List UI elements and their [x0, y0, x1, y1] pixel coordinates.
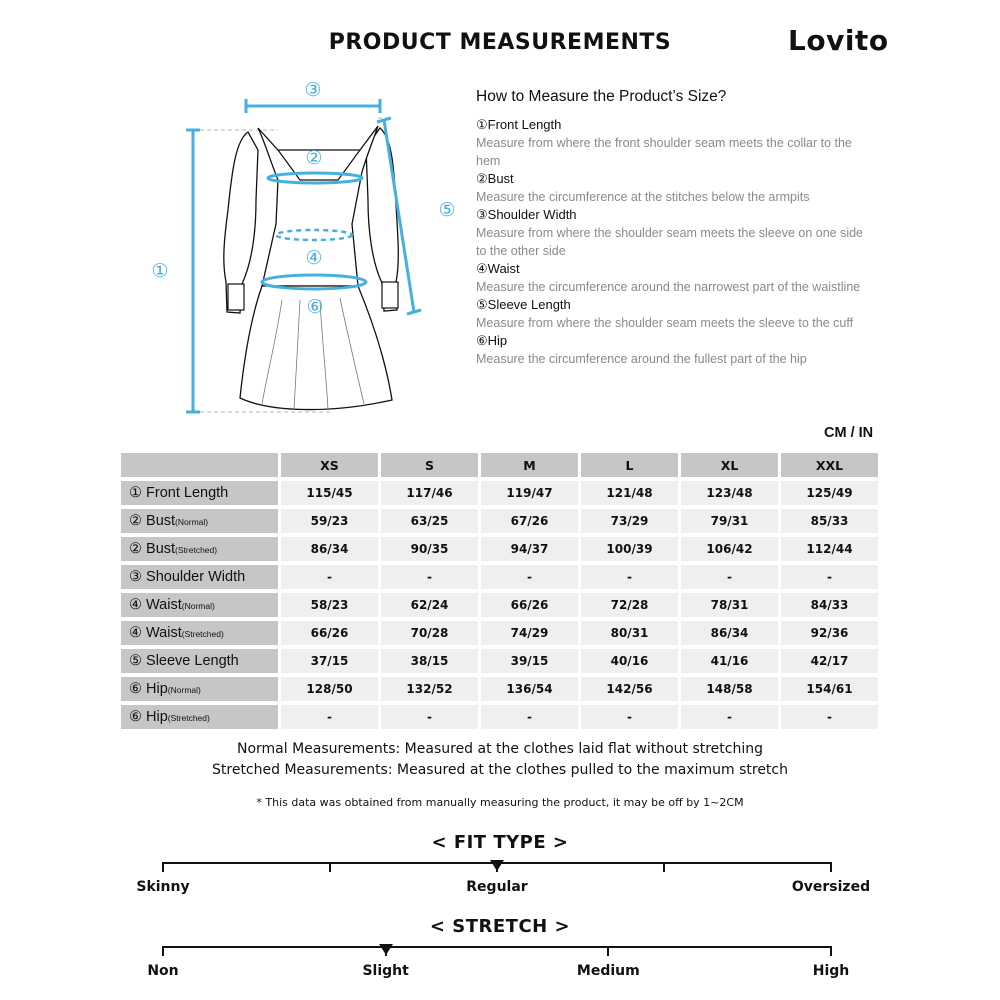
guide-item-desc: Measure the circumference around the fullest part of the hip [476, 352, 807, 366]
row-label-text: ⑤ Sleeve Length [129, 653, 239, 669]
table-cell: - [581, 705, 678, 729]
measure-guide [476, 88, 876, 368]
table-cell: 73/29 [581, 509, 678, 533]
row-label-tag: (Normal) [175, 517, 209, 527]
guide-item-desc: Measure the circumference at the stitches below the armpits [476, 190, 810, 204]
table-row [121, 677, 878, 701]
normal-note: Normal Measurements: Measured at the clothes laid flat without stretching [237, 741, 763, 757]
guide-heading: How to Measure the Product’s Size? [476, 88, 727, 105]
row-label-tag: (Normal) [167, 685, 201, 695]
row-label-tag: (Normal) [181, 601, 215, 611]
table-cell: 38/15 [381, 649, 478, 673]
table-cell: 92/36 [781, 621, 878, 645]
row-label [121, 705, 278, 729]
row-label-text: ① Front Length [129, 485, 229, 501]
marker-3: ③ [304, 79, 322, 101]
table-cell: 119/47 [481, 481, 578, 505]
table-corner [121, 453, 278, 477]
table-cell: - [281, 705, 378, 729]
row-label [121, 677, 278, 701]
table-cell: 128/50 [281, 677, 378, 701]
table-cell: 100/39 [581, 537, 678, 561]
row-label-text: ③ Shoulder Width [129, 569, 246, 585]
row-label [121, 649, 278, 673]
scale-tick [607, 946, 609, 956]
fit-type-title: < FIT TYPE > [431, 832, 569, 853]
size-header-xxl: XXL [781, 453, 878, 477]
table-row [121, 537, 878, 561]
table-cell: - [381, 705, 478, 729]
size-header-xs: XS [281, 453, 378, 477]
table-cell: 59/23 [281, 509, 378, 533]
table-cell: 40/16 [581, 649, 678, 673]
guide-item-title: ④Waist [476, 261, 520, 276]
table-cell: 79/31 [681, 509, 778, 533]
table-cell: 67/26 [481, 509, 578, 533]
table-cell: 112/44 [781, 537, 878, 561]
table-row [121, 621, 878, 645]
table-cell: 62/24 [381, 593, 478, 617]
scale-tick [830, 862, 832, 872]
guide-item-desc: Measure from where the shoulder seam meets the sleeve to the cuff [476, 316, 854, 330]
table-cell: 106/42 [681, 537, 778, 561]
row-label-tag: (Stretched) [175, 545, 218, 555]
table-cell: 117/46 [381, 481, 478, 505]
scale-label: High [812, 963, 850, 979]
row-label-text: ④ Waist [129, 625, 182, 641]
scale-label: Slight [362, 963, 409, 979]
table-cell: 94/37 [481, 537, 578, 561]
guide-item-desc: Measure the circumference around the narrowest part of the waistline [476, 280, 861, 294]
guide-item-desc: Measure from where the front shoulder seam meets the collar to the hem [476, 136, 852, 168]
table-cell: 78/31 [681, 593, 778, 617]
row-label [121, 509, 278, 533]
row-label [121, 481, 278, 505]
disclaimer-note: * This data was obtained from manually measuring the product, it may be off by 1~2CM [256, 796, 744, 809]
table-cell: 115/45 [281, 481, 378, 505]
guide-item-title: ⑥Hip [476, 333, 508, 348]
scale-label: Medium [576, 963, 640, 979]
guide-item-title: ③Shoulder Width [476, 207, 577, 222]
size-header-m: M [481, 453, 578, 477]
table-cell: 121/48 [581, 481, 678, 505]
row-label-text: ② Bust [129, 541, 176, 557]
row-label-tag: (Stretched) [167, 713, 210, 723]
scale-tick [663, 862, 665, 872]
row-label-text: ④ Waist [129, 597, 182, 613]
table-cell: - [581, 565, 678, 589]
table-cell: - [381, 565, 478, 589]
brand-logo: Lovito [788, 24, 889, 57]
row-label-text: ② Bust [129, 513, 176, 529]
table-cell: 80/31 [581, 621, 678, 645]
table-cell: 86/34 [681, 621, 778, 645]
table-row [121, 509, 878, 533]
table-cell: - [481, 565, 578, 589]
stretched-note: Stretched Measurements: Measured at the clothes pulled to the maximum stretch [212, 762, 788, 778]
table-row [121, 593, 878, 617]
size-header-xl: XL [681, 453, 778, 477]
scale-tick [830, 946, 832, 956]
table-cell: 90/35 [381, 537, 478, 561]
table-cell: 41/16 [681, 649, 778, 673]
table-cell: 85/33 [781, 509, 878, 533]
marker-6: ⑥ [306, 296, 324, 318]
marker-2: ② [305, 147, 323, 169]
size-chart-table [118, 449, 881, 733]
table-cell: - [481, 705, 578, 729]
row-label-tag: (Stretched) [181, 629, 224, 639]
table-row [121, 649, 878, 673]
row-label-text: ⑥ Hip [129, 709, 168, 725]
table-cell: 42/17 [781, 649, 878, 673]
table-cell: 74/29 [481, 621, 578, 645]
scale-marker [490, 860, 504, 871]
guide-item-title: ⑤Sleeve Length [476, 297, 571, 312]
scale-label: Skinny [136, 879, 190, 895]
table-cell: - [281, 565, 378, 589]
size-header-s: S [381, 453, 478, 477]
table-cell: 86/34 [281, 537, 378, 561]
marker-1: ① [151, 260, 169, 282]
marker-4: ④ [305, 247, 323, 269]
scale-label: Regular [466, 879, 528, 895]
table-cell: 63/25 [381, 509, 478, 533]
guide-item-title: ②Bust [476, 171, 514, 186]
size-header-l: L [581, 453, 678, 477]
table-cell: 70/28 [381, 621, 478, 645]
table-cell: 148/58 [681, 677, 778, 701]
table-cell: 72/28 [581, 593, 678, 617]
marker-5: ⑤ [438, 199, 456, 221]
table-cell: 123/48 [681, 481, 778, 505]
table-cell: 66/26 [481, 593, 578, 617]
table-cell: 132/52 [381, 677, 478, 701]
row-label-text: ⑥ Hip [129, 681, 168, 697]
scale-marker [379, 944, 393, 955]
unit-label: CM / IN [824, 425, 874, 441]
table-cell: 142/56 [581, 677, 678, 701]
table-cell: 84/33 [781, 593, 878, 617]
table-cell: - [681, 705, 778, 729]
table-cell: 37/15 [281, 649, 378, 673]
row-label [121, 565, 278, 589]
guide-item-title: ①Front Length [476, 117, 562, 132]
table-cell: - [781, 705, 878, 729]
table-cell: 58/23 [281, 593, 378, 617]
scale-line [163, 946, 831, 948]
row-label [121, 593, 278, 617]
stretch-title: < STRETCH > [429, 916, 571, 937]
table-row [121, 481, 878, 505]
row-label [121, 537, 278, 561]
table-cell: - [681, 565, 778, 589]
table-cell: - [781, 565, 878, 589]
table-cell: 136/54 [481, 677, 578, 701]
table-row [121, 565, 878, 589]
table-cell: 39/15 [481, 649, 578, 673]
page-title: PRODUCT MEASUREMENTS [328, 30, 672, 55]
scale-tick [162, 946, 164, 956]
table-cell: 154/61 [781, 677, 878, 701]
row-label [121, 621, 278, 645]
table-row [121, 705, 878, 729]
dress-illustration [130, 70, 470, 425]
guide-item-desc: Measure from where the shoulder seam meets the sleeve on one side to the other side [476, 226, 864, 258]
table-cell: 125/49 [781, 481, 878, 505]
scale-label: Oversized [791, 879, 871, 895]
scale-tick [162, 862, 164, 872]
scale-label: Non [147, 963, 179, 979]
scale-tick [329, 862, 331, 872]
table-cell: 66/26 [281, 621, 378, 645]
